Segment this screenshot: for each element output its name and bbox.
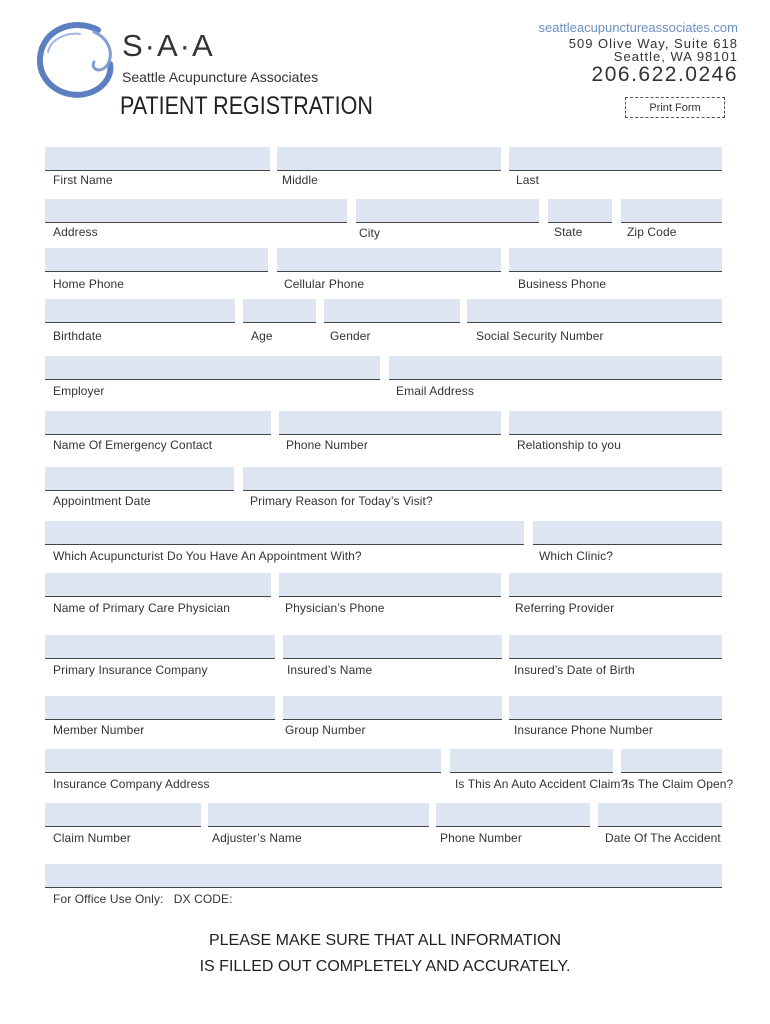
- emergency-phone-label: Phone Number: [286, 438, 368, 452]
- office-use-label: For Office Use Only: DX CODE:: [53, 892, 233, 906]
- city-label: City: [359, 226, 381, 240]
- physician-phone-label: Physician’s Phone: [285, 601, 385, 615]
- member-number-field[interactable]: [45, 696, 275, 720]
- city-field[interactable]: [356, 199, 539, 223]
- zip-code-field[interactable]: [621, 199, 722, 223]
- address-line-1: 509 Olive Way, Suite 618: [568, 36, 738, 51]
- first-name-field[interactable]: [45, 147, 270, 171]
- ssn-label: Social Security Number: [476, 329, 604, 343]
- birthdate-label: Birthdate: [53, 329, 102, 343]
- referring-provider-label: Referring Provider: [515, 601, 615, 615]
- claim-open-field[interactable]: [621, 749, 722, 773]
- primary-physician-label: Name of Primary Care Physician: [53, 601, 231, 615]
- emergency-contact-field[interactable]: [45, 411, 271, 435]
- claim-number-label: Claim Number: [53, 831, 131, 845]
- last-name-label: Last: [516, 173, 540, 187]
- claim-open-label: Is The Claim Open?: [625, 777, 734, 791]
- insurance-address-field[interactable]: [45, 749, 441, 773]
- zip-code-label: Zip Code: [627, 225, 677, 239]
- state-label: State: [554, 225, 583, 239]
- relationship-label: Relationship to you: [517, 438, 621, 452]
- home-phone-field[interactable]: [45, 248, 268, 272]
- completion-notice-line-2: IS FILLED OUT COMPLETELY AND ACCURATELY.: [199, 958, 571, 975]
- appointment-date-label: Appointment Date: [53, 494, 151, 508]
- auto-accident-field[interactable]: [450, 749, 613, 773]
- emergency-contact-label: Name Of Emergency Contact: [53, 438, 213, 452]
- insurance-company-field[interactable]: [45, 635, 275, 659]
- business-phone-field[interactable]: [509, 248, 722, 272]
- visit-reason-label: Primary Reason for Today’s Visit?: [250, 494, 433, 508]
- gender-field[interactable]: [324, 299, 460, 323]
- last-name-field[interactable]: [509, 147, 722, 171]
- cellular-phone-label: Cellular Phone: [284, 277, 365, 291]
- employer-field[interactable]: [45, 356, 380, 380]
- insured-dob-field[interactable]: [509, 635, 722, 659]
- home-phone-label: Home Phone: [53, 277, 125, 291]
- acupuncturist-field[interactable]: [45, 521, 524, 545]
- print-form-button[interactable]: Print Form: [625, 97, 725, 118]
- referring-provider-field[interactable]: [509, 573, 722, 597]
- employer-label: Employer: [53, 384, 105, 398]
- business-phone-label: Business Phone: [518, 277, 607, 291]
- cellular-phone-field[interactable]: [277, 248, 501, 272]
- insurance-phone-field[interactable]: [509, 696, 722, 720]
- adjuster-phone-field[interactable]: [436, 803, 590, 827]
- physician-phone-field[interactable]: [279, 573, 501, 597]
- insurance-company-label: Primary Insurance Company: [53, 663, 208, 677]
- address-label: Address: [53, 225, 98, 239]
- completion-notice-line-1: PLEASE MAKE SURE THAT ALL INFORMATION: [208, 932, 562, 949]
- state-field[interactable]: [548, 199, 612, 223]
- accident-date-field[interactable]: [598, 803, 722, 827]
- clinic-field[interactable]: [533, 521, 722, 545]
- appointment-date-field[interactable]: [45, 467, 234, 491]
- address-field[interactable]: [45, 199, 347, 223]
- dx-code-field[interactable]: [45, 864, 722, 888]
- clinic-phone: 206.622.0246: [591, 63, 738, 86]
- adjuster-name-field[interactable]: [208, 803, 429, 827]
- visit-reason-field[interactable]: [243, 467, 722, 491]
- email-address-field[interactable]: [389, 356, 722, 380]
- gender-label: Gender: [330, 329, 371, 343]
- acupuncturist-label: Which Acupuncturist Do You Have An Appointment With?: [53, 549, 362, 563]
- insurance-phone-label: Insurance Phone Number: [514, 723, 653, 737]
- age-field[interactable]: [243, 299, 316, 323]
- group-number-field[interactable]: [283, 696, 502, 720]
- birthdate-field[interactable]: [45, 299, 235, 323]
- insured-name-field[interactable]: [283, 635, 502, 659]
- insured-name-label: Insured’s Name: [287, 663, 373, 677]
- adjuster-name-label: Adjuster’s Name: [212, 831, 302, 845]
- insurance-address-label: Insurance Company Address: [53, 777, 210, 791]
- age-label: Age: [251, 329, 273, 343]
- auto-accident-label: Is This An Auto Accident Claim?: [455, 777, 628, 791]
- first-name-label: First Name: [53, 173, 113, 187]
- email-address-label: Email Address: [396, 384, 474, 398]
- accident-date-label: Date Of The Accident: [605, 831, 721, 845]
- middle-name-field[interactable]: [277, 147, 501, 171]
- middle-name-label: Middle: [282, 173, 318, 187]
- ssn-field[interactable]: [467, 299, 722, 323]
- primary-physician-field[interactable]: [45, 573, 271, 597]
- completion-notice: [0, 928, 770, 980]
- clinic-label: Which Clinic?: [539, 549, 613, 563]
- adjuster-phone-label: Phone Number: [440, 831, 522, 845]
- emergency-phone-field[interactable]: [279, 411, 501, 435]
- member-number-label: Member Number: [53, 723, 145, 737]
- claim-number-field[interactable]: [45, 803, 201, 827]
- page-title: PATIENT REGISTRATION: [120, 92, 373, 120]
- group-number-label: Group Number: [285, 723, 366, 737]
- website-link[interactable]: seattleacupunctureassociates.com: [538, 20, 738, 35]
- relationship-field[interactable]: [509, 411, 722, 435]
- logo-name: Seattle Acupuncture Associates: [122, 69, 319, 85]
- logo-swirl-icon: [36, 22, 116, 100]
- address-line-2: Seattle, WA 98101: [613, 49, 738, 64]
- insured-dob-label: Insured’s Date of Birth: [514, 663, 635, 677]
- logo-letters: S·A·A: [122, 28, 215, 63]
